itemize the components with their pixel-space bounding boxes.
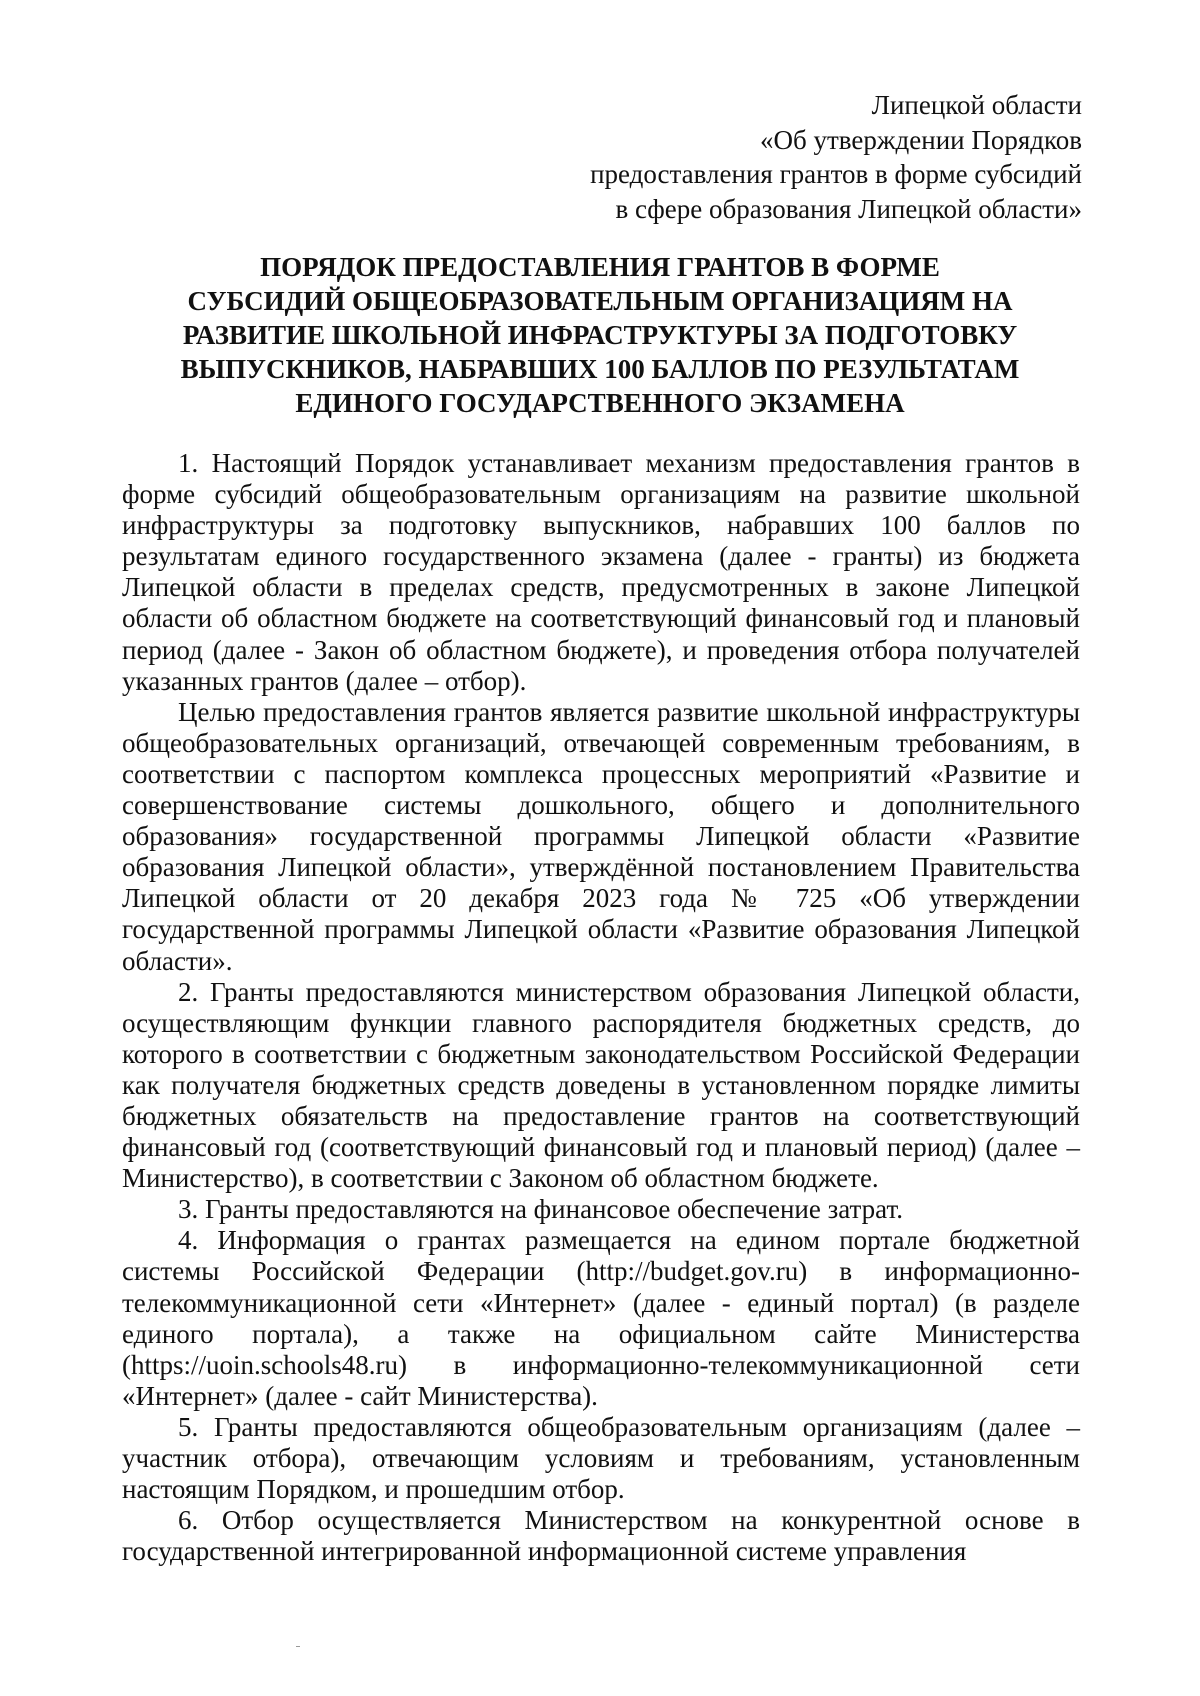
title-line: СУБСИДИЙ ОБЩЕОБРАЗОВАТЕЛЬНЫМ ОРГАНИЗАЦИЯМ НА bbox=[187, 286, 1013, 316]
paragraph-purpose: Целью предоставления грантов является развитие школьной инфраструктуры общеобразовательных организаций, отвечающей современным требованиям, в соответствии с паспортом комплекса процессных мероприятий «Развитие и совершенствование системы дошкольного, общего и дополнительного образования» государственной программы Липецкой области «Развитие образования Липецкой области», утверждённой постановлением Правительства Липецкой области от 20 декабря 2023 года № 725 «Об утверждении государственной программы Липецкой области «Развитие образования Липецкой области». bbox=[122, 696, 1080, 976]
header-line: «Об утверждении Порядков bbox=[760, 124, 1082, 155]
approval-header bbox=[522, 88, 1082, 226]
title-line: ВЫПУСКНИКОВ, НАБРАВШИХ 100 БАЛЛОВ ПО РЕЗУЛЬТАТАМ bbox=[180, 354, 1020, 384]
paragraph-1: 1. Настоящий Порядок устанавливает механизм предоставления грантов в форме субсидий общеобразовательным организациям на развитие школьной инфраструктуры за подготовку выпускников, набравших 100 баллов по результатам единого государственного экзамена (далее - гранты) из бюджета Липецкой области в пределах средств, предусмотренных в законе Липецкой области об областном бюджете на соответствующий финансовый год и плановый период (далее - Закон об областном бюджете), и проведения отбора получателей указанных грантов (далее – отбор). bbox=[122, 448, 1080, 696]
document-body bbox=[122, 448, 1080, 1567]
paragraph-6: 6. Отбор осуществляется Министерством на конкурентной основе в государственной интегрированной информационной системе управления bbox=[122, 1505, 1080, 1567]
title-line: ПОРЯДОК ПРЕДОСТАВЛЕНИЯ ГРАНТОВ В ФОРМЕ bbox=[260, 252, 940, 282]
paragraph-4: 4. Информация о грантах размещается на едином портале бюджетной системы Российской Федерации (http://budget.gov.ru) в информационно-телекоммуникационной сети «Интернет» (далее - единый портал) (в разделе единого портала), а также на официальном сайте Министерства (https://uoin.schools48.ru) в информационно-телекоммуникационной сети «Интернет» (далее - сайт Министерства). bbox=[122, 1225, 1080, 1411]
scan-speck bbox=[296, 1646, 300, 1647]
header-line: в сфере образования Липецкой области» bbox=[615, 193, 1082, 224]
header-line: Липецкой области bbox=[871, 90, 1082, 120]
title-line: РАЗВИТИЕ ШКОЛЬНОЙ ИНФРАСТРУКТУРЫ ЗА ПОДГОТОВКУ bbox=[182, 320, 1018, 350]
header-line: предоставления грантов в форме субсидий bbox=[590, 159, 1082, 189]
paragraph-5: 5. Гранты предоставляются общеобразовательным организациям (далее – участник отбора), отвечающим условиям и требованиям, установленным настоящим Порядком, и прошедшим отбор. bbox=[122, 1411, 1080, 1505]
paragraph-2: 2. Гранты предоставляются министерством образования Липецкой области, осуществляющим функции главного распорядителя бюджетных средств, до которого в соответствии с бюджетным законодательством Российской Федерации как получателя бюджетных средств доведены в установленном порядке лимиты бюджетных обязательств на предоставление грантов на соответствующий финансовый год (соответствующий финансовый год и плановый период) (далее – Министерство), в соответствии с Законом об областном бюджете. bbox=[122, 976, 1080, 1194]
paragraph-3: 3. Гранты предоставляются на финансовое обеспечение затрат. bbox=[178, 1194, 903, 1225]
title-line: ЕДИНОГО ГОСУДАРСТВЕННОГО ЭКЗАМЕНА bbox=[295, 388, 905, 418]
document-title bbox=[120, 250, 1080, 420]
